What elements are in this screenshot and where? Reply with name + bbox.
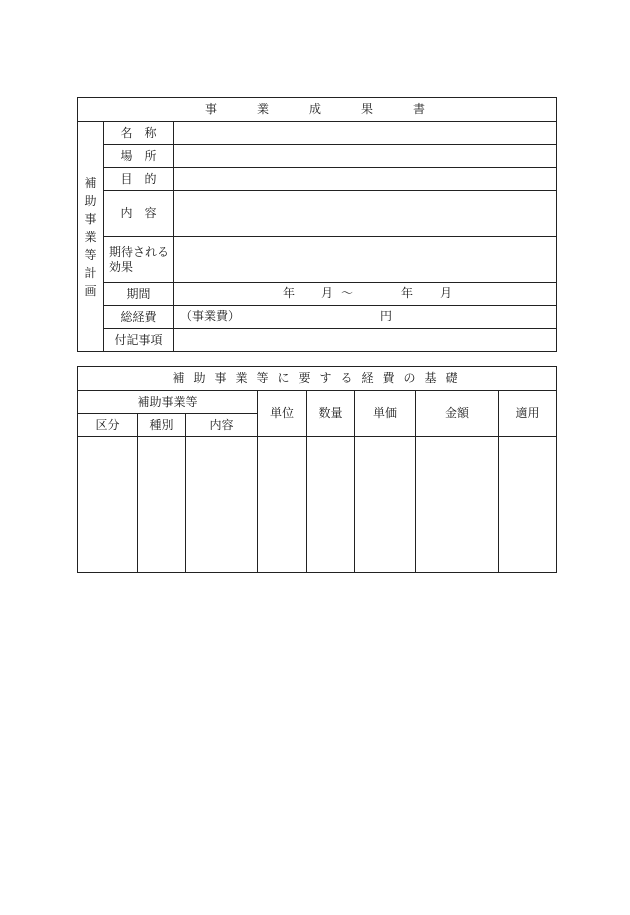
col-category: 区分	[78, 414, 138, 437]
unit-cell[interactable]	[258, 437, 307, 573]
remarks-cell[interactable]	[499, 437, 557, 573]
amount-cell[interactable]	[416, 437, 499, 573]
purpose-value[interactable]	[174, 168, 557, 191]
unit-price-cell[interactable]	[355, 437, 416, 573]
notes-label: 付記事項	[104, 329, 174, 352]
col-content: 内容	[186, 414, 258, 437]
col-unit-price: 単価	[355, 391, 416, 437]
name-label: 名 称	[104, 122, 174, 145]
basis-title: 補助事業等に要する経費の基礎	[78, 367, 557, 391]
project-results-table	[77, 97, 557, 352]
purpose-label: 目 的	[104, 168, 174, 191]
yen-unit: 円	[380, 309, 393, 323]
col-type: 種別	[138, 414, 186, 437]
content-label: 内 容	[104, 191, 174, 237]
total-cost-value[interactable]	[174, 306, 557, 329]
period-value[interactable]	[174, 283, 557, 306]
group-header: 補助事業等	[78, 391, 258, 414]
col-amount: 金額	[416, 391, 499, 437]
type-cell[interactable]	[138, 437, 186, 573]
effect-value[interactable]	[174, 237, 557, 283]
period-month-start: 月	[321, 286, 334, 300]
place-value[interactable]	[174, 145, 557, 168]
expense-basis-table	[77, 366, 557, 573]
period-year-end: 年	[401, 286, 414, 300]
content-value[interactable]	[174, 191, 557, 237]
period-label: 期間	[104, 283, 174, 306]
period-month-end: 月	[440, 286, 453, 300]
name-value[interactable]	[174, 122, 557, 145]
total-cost-label: 総経費	[104, 306, 174, 329]
period-tilde: ～	[341, 286, 354, 300]
col-quantity: 数量	[307, 391, 355, 437]
col-unit: 単位	[258, 391, 307, 437]
report-title: 事 業 成 果 書	[78, 98, 557, 122]
place-label: 場 所	[104, 145, 174, 168]
notes-value[interactable]	[174, 329, 557, 352]
effect-label: 期待される効果	[104, 237, 174, 283]
project-cost-label: （事業費）	[180, 309, 241, 323]
plan-label-cell	[78, 122, 104, 352]
period-year-start: 年	[283, 286, 296, 300]
col-remarks: 適用	[499, 391, 557, 437]
category-cell[interactable]	[78, 437, 138, 573]
quantity-cell[interactable]	[307, 437, 355, 573]
content-cell[interactable]	[186, 437, 258, 573]
plan-label: 補助事業等計画	[84, 175, 97, 298]
